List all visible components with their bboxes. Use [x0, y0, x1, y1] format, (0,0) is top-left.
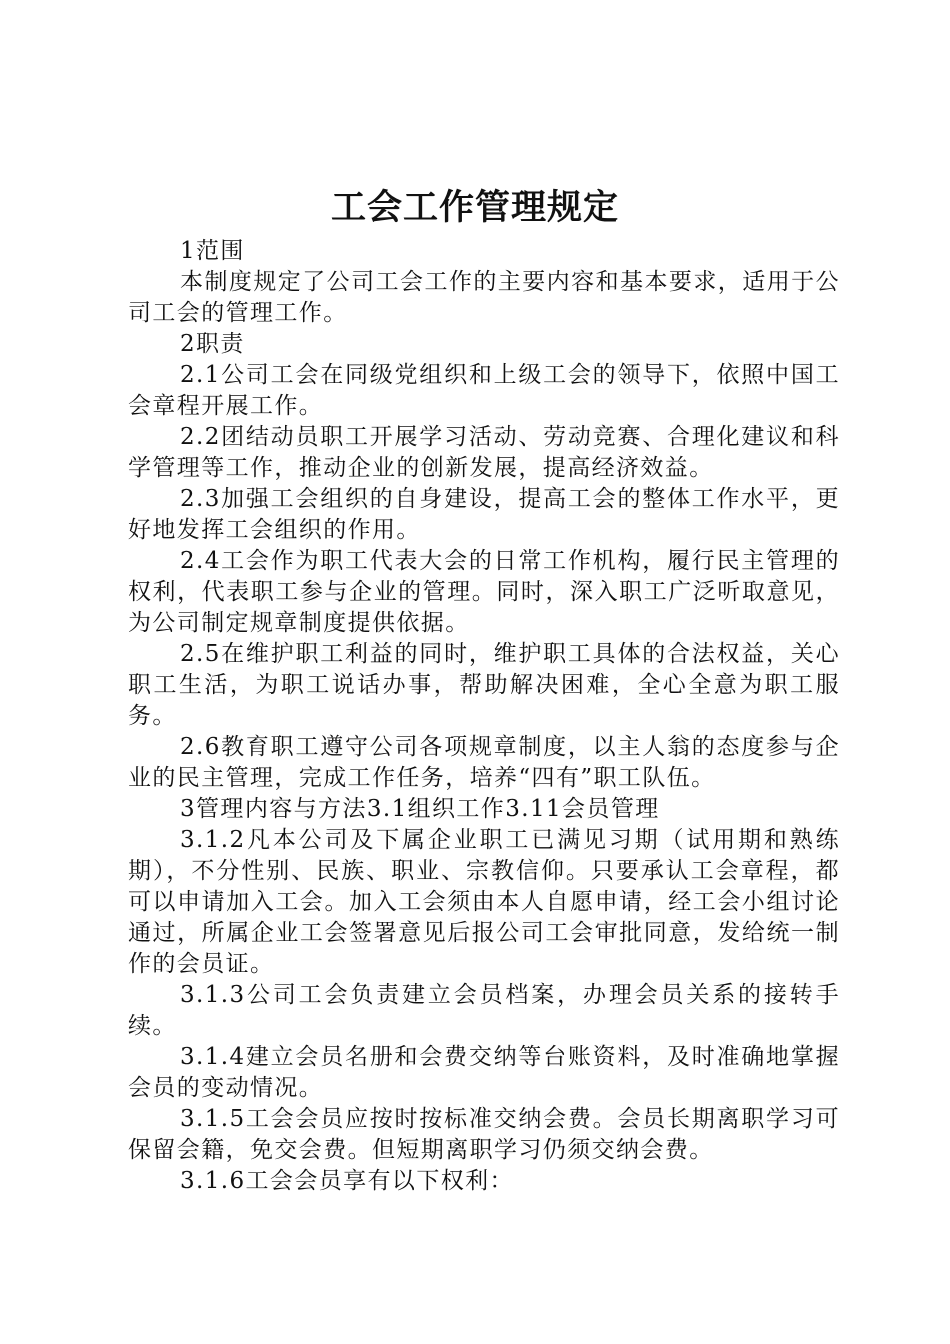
paragraph-scope-text: 本制度规定了公司工会工作的主要内容和基本要求，适用于公司工会的管理工作。	[128, 269, 840, 326]
paragraph-duty-2-3: 2.3加强工会组织的自身建设，提高工会的整体工作水平，更好地发挥工会组织的作用。	[128, 486, 840, 543]
document-body	[128, 236, 840, 1197]
paragraph-item-3-1-2: 3.1.2凡本公司及下属企业职工已满见习期（试用期和熟练期），不分性别、民族、职业、宗教信仰。只要承认工会章程，都可以申请加入工会。加入工会须由本人自愿申请，经工会小组讨论通过，所属企业工会签署意见后报公司工会审批同意，发给统一制作的会员证。	[128, 827, 840, 977]
paragraph-duties-heading: 2职责	[180, 331, 245, 357]
paragraph-item-3-1-5: 3.1.5工会会员应按时按标准交纳会费。会员长期离职学习可保留会籍，免交会费。但短期离职学习仍须交纳会费。	[128, 1106, 840, 1163]
paragraph-duty-2-2: 2.2团结动员职工开展学习活动、劳动竞赛、合理化建议和科学管理等工作，推动企业的创新发展，提高经济效益。	[128, 424, 840, 481]
paragraph-duty-2-4: 2.4工会作为职工代表大会的日常工作机构，履行民主管理的权利，代表职工参与企业的管理。同时，深入职工广泛听取意见，为公司制定规章制度提供依据。	[128, 548, 840, 636]
paragraph-management-heading: 3管理内容与方法3.1组织工作3.11会员管理	[180, 796, 660, 822]
paragraph-duty-2-6: 2.6教育职工遵守公司各项规章制度，以主人翁的态度参与企业的民主管理，完成工作任务，培养“四有”职工队伍。	[128, 734, 840, 791]
paragraph-item-3-1-4: 3.1.4建立会员名册和会费交纳等台账资料，及时准确地掌握会员的变动情况。	[128, 1044, 840, 1101]
document-title: 工会工作管理规定	[330, 187, 619, 228]
paragraph-duty-2-1: 2.1公司工会在同级党组织和上级工会的领导下，依照中国工会章程开展工作。	[128, 362, 840, 419]
paragraph-scope-heading: 1范围	[180, 238, 245, 264]
paragraph-item-3-1-6: 3.1.6工会会员享有以下权利：	[180, 1168, 514, 1194]
paragraph-item-3-1-3: 3.1.3公司工会负责建立会员档案，办理会员关系的接转手续。	[128, 982, 840, 1039]
paragraph-duty-2-5: 2.5在维护职工利益的同时，维护职工具体的合法权益，关心职工生活，为职工说话办事，帮助解决困难，全心全意为职工服务。	[128, 641, 840, 729]
